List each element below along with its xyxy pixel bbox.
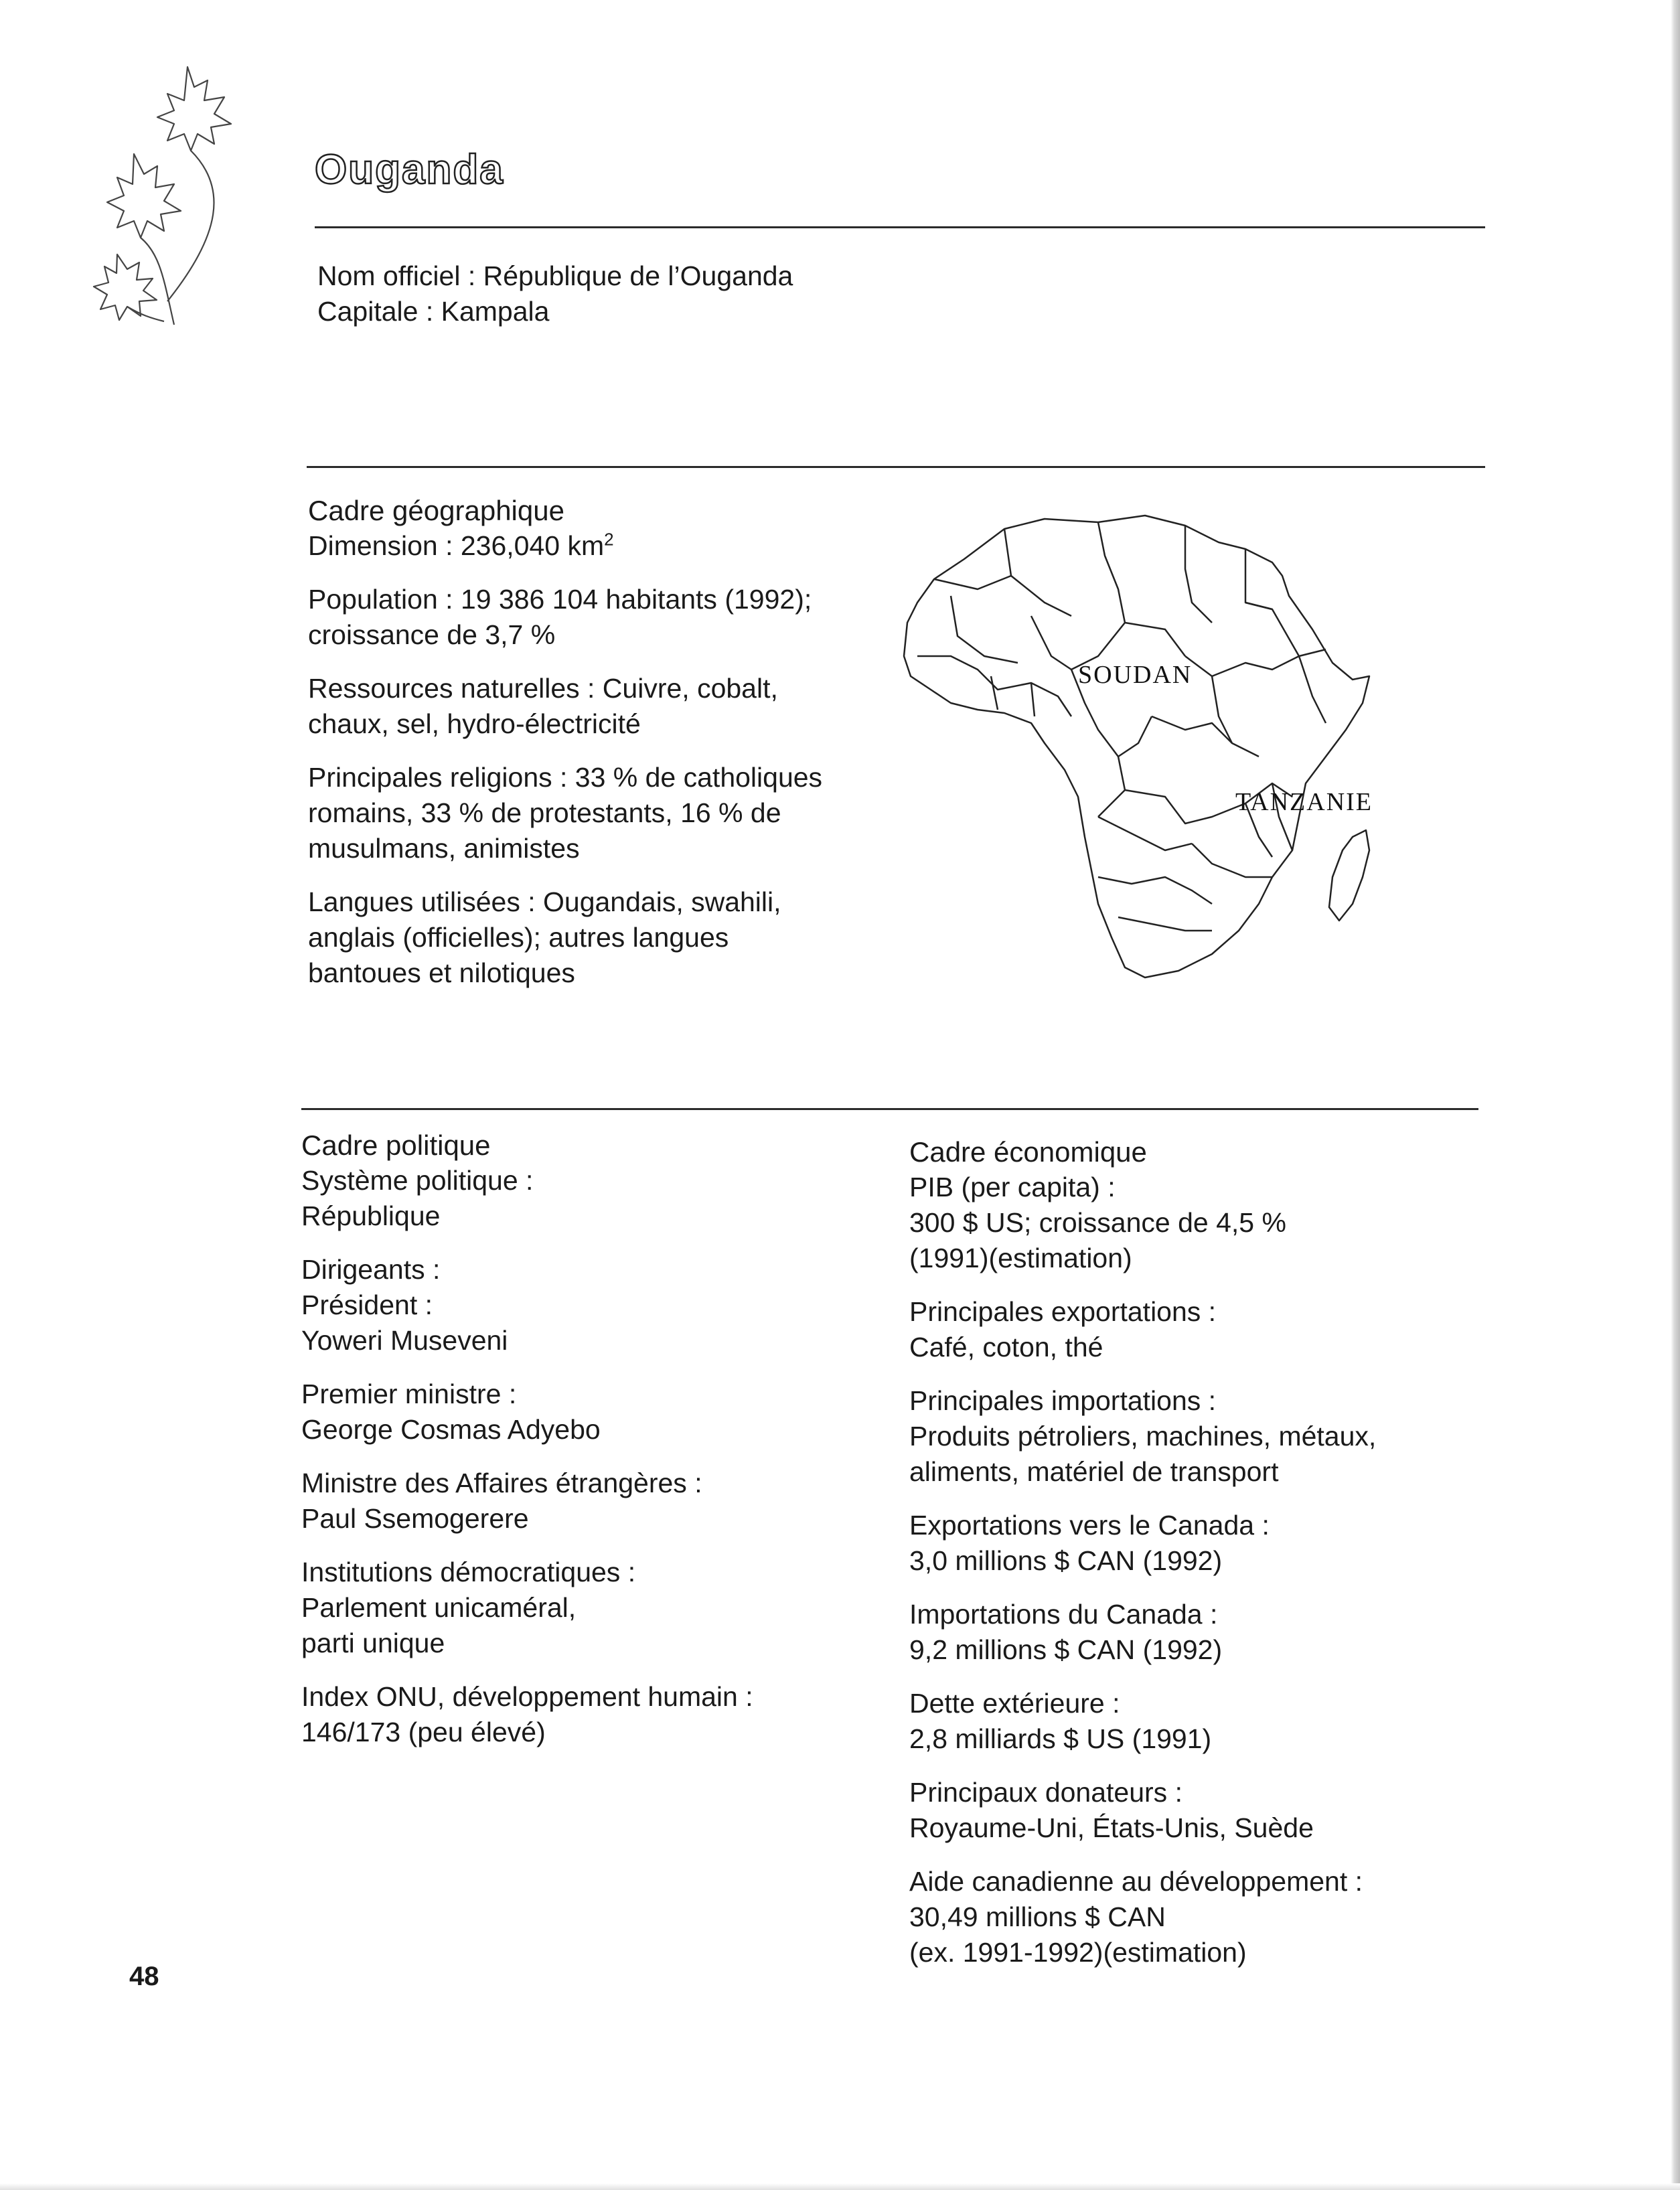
economy-heading: Cadre économique xyxy=(909,1136,1147,1168)
geo-population: Population : 19 386 104 habitants (1992); croissance de 3,7 % xyxy=(308,584,812,650)
geo-section xyxy=(308,493,822,1009)
politics-section xyxy=(301,1127,753,1768)
geo-religions: Principales religions : 33 % de catholiques romains, 33 % de protestants, 16 % de musulmans, animistes xyxy=(308,762,823,864)
politics-pm: Premier ministre : George Cosmas Adyebo xyxy=(301,1379,601,1445)
politics-heading: Cadre politique xyxy=(301,1129,491,1161)
section-rule-geo xyxy=(307,466,1485,468)
economy-imports: Principales importations : Produits pétroliers, machines, métaux, aliments, matériel de transport xyxy=(909,1385,1377,1487)
page-title: Ouganda xyxy=(315,147,504,193)
geo-languages: Langues utilisées : Ougandais, swahili, anglais (officielles); autres langues bantoues et nilotiques xyxy=(308,886,781,988)
economy-exports: Principales exportations : Café, coton, thé xyxy=(909,1296,1217,1362)
economy-debt: Dette extérieure : 2,8 milliards $ US (1991) xyxy=(909,1688,1212,1754)
page-number: 48 xyxy=(129,1962,159,1991)
economy-donors: Principaux donateurs : Royaume-Uni, États-Unis, Suède xyxy=(909,1777,1314,1843)
identity-block xyxy=(317,258,793,329)
economy-gdp: PIB (per capita) : 300 $ US; croissance de 4,5 % (1991)(estimation) xyxy=(909,1172,1286,1273)
geo-heading: Cadre géographique xyxy=(308,495,564,526)
scan-bottom-edge xyxy=(0,2183,1680,2190)
scan-right-edge xyxy=(1671,0,1680,2190)
economy-aid: Aide canadienne au développement : 30,49 millions $ CAN (ex. 1991-1992)(estimation) xyxy=(909,1866,1363,1968)
madagascar-outline xyxy=(1329,830,1369,921)
economy-exports-canada: Exportations vers le Canada : 3,0 millions $ CAN (1992) xyxy=(909,1510,1270,1576)
politics-foreign: Ministre des Affaires étrangères : Paul Ssemogerere xyxy=(301,1468,702,1534)
politics-system: Système politique : République xyxy=(301,1165,534,1231)
geo-resources: Ressources naturelles : Cuivre, cobalt, chaux, sel, hydro-électricité xyxy=(308,673,778,739)
politics-leaders: Dirigeants : Président : Yoweri Museveni xyxy=(301,1254,508,1356)
capital: Capitale : Kampala xyxy=(317,296,550,327)
map-label-tanzanie: TANZANIE xyxy=(1235,788,1373,816)
map-label-soudan: SOUDAN xyxy=(1078,661,1193,689)
economy-imports-canada: Importations du Canada : 9,2 millions $ CAN (1992) xyxy=(909,1599,1223,1665)
title-rule xyxy=(315,226,1485,228)
politics-institutions: Institutions démocratiques : Parlement unicaméral, parti unique xyxy=(301,1557,636,1658)
africa-outline xyxy=(904,516,1369,977)
economy-section xyxy=(909,1134,1376,1988)
maple-leaf-decoration xyxy=(87,60,248,328)
official-name: Nom officiel : République de l’Ouganda xyxy=(317,260,793,291)
geo-dimension: Dimension : 236,040 $km^2$ xyxy=(308,529,614,561)
section-rule-bottom xyxy=(301,1108,1478,1110)
politics-index: Index ONU, développement humain : 146/173 (peu élevé) xyxy=(301,1681,753,1747)
africa-map xyxy=(897,502,1433,998)
